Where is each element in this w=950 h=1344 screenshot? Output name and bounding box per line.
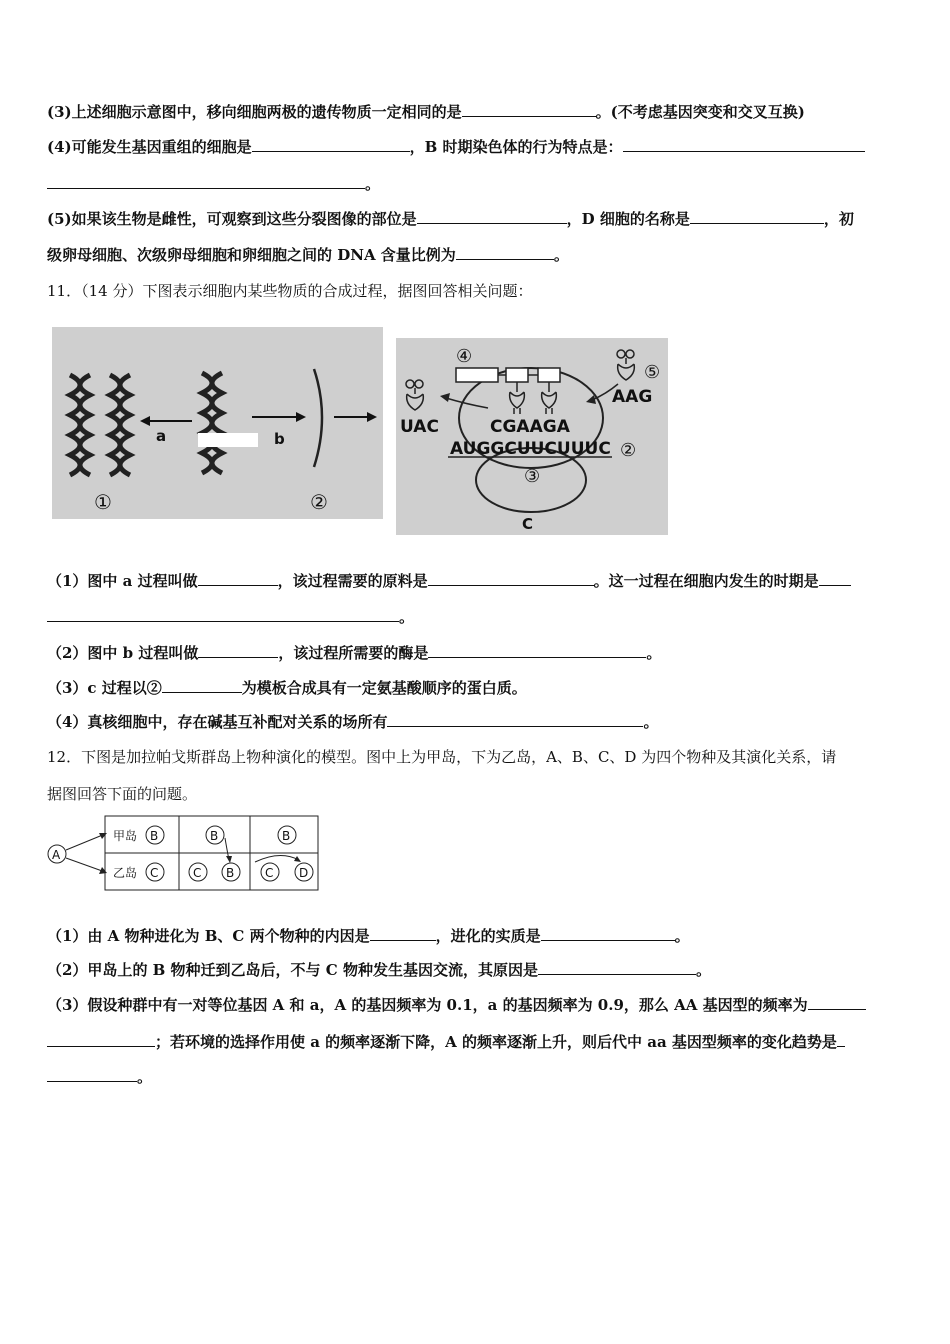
species-c: C bbox=[265, 866, 274, 880]
answer-blank[interactable] bbox=[837, 1032, 845, 1047]
answer-blank[interactable] bbox=[47, 1067, 137, 1082]
q11-part1-line bbox=[47, 571, 906, 591]
translation-figure bbox=[396, 338, 668, 535]
q12-header-2 bbox=[47, 784, 906, 804]
answer-blank[interactable] bbox=[541, 926, 675, 941]
answer-blank[interactable] bbox=[456, 245, 554, 260]
period: 。 bbox=[695, 961, 711, 979]
q10-part5-text-d: 级卵母细胞、次级卵母细胞和卵细胞之间的 DNA 含量比例为 bbox=[47, 246, 456, 264]
answer-blank[interactable] bbox=[417, 209, 567, 224]
species-d: D bbox=[299, 866, 309, 880]
label-5: ⑤ bbox=[644, 362, 661, 383]
period: 。 bbox=[674, 927, 690, 945]
q12-header bbox=[47, 747, 906, 767]
period: 。 bbox=[646, 644, 662, 662]
q10-part5-text: (5)如果该生物是雌性，可观察到这些分裂图像的部位是 bbox=[47, 210, 417, 228]
evolution-figure bbox=[45, 814, 321, 892]
answer-blank[interactable] bbox=[370, 926, 436, 941]
q10-part3-line bbox=[47, 102, 906, 122]
species-b: B bbox=[226, 866, 235, 880]
q12-part3-text: （3）假设种群中有一对等位基因 A 和 a，A 的基因频率为 0.1，a 的基因频率为 0.9，那么 AA 基因型的频率为 bbox=[47, 996, 808, 1014]
period: 。 bbox=[643, 713, 659, 731]
mrna-sequence: AUGGCUUCUUUC bbox=[450, 439, 611, 459]
codon-uac: UAC bbox=[400, 417, 439, 437]
label-2: ② bbox=[620, 440, 637, 461]
q11-part2-text-b: ，该过程所需要的酶是 bbox=[278, 644, 429, 662]
q11-part4-text: （4）真核细胞中，存在碱基互补配对关系的场所有 bbox=[47, 713, 388, 731]
island-jia: 甲岛 bbox=[113, 829, 138, 843]
q11-part2-line bbox=[47, 643, 906, 663]
q12-part3-text-b: ；若环境的选择作用使 a 的频率逐渐下降，A 的频率逐渐上升，则后代中 aa 基因型频率的变化趋势是 bbox=[155, 1033, 837, 1051]
period: 。 bbox=[137, 1068, 153, 1086]
q11-header bbox=[47, 281, 906, 301]
period: 。 bbox=[399, 608, 415, 626]
period: 。 bbox=[553, 246, 569, 264]
q11-title: 11．（14 分）下图表示细胞内某些物质的合成过程，据图回答相关问题： bbox=[47, 282, 533, 300]
answer-blank[interactable] bbox=[538, 960, 696, 975]
answer-blank[interactable] bbox=[819, 571, 851, 586]
answer-blank[interactable] bbox=[252, 137, 410, 152]
label-c: C bbox=[522, 515, 534, 533]
q11-part3-text-b: 为模板合成具有一定氨基酸顺序的蛋白质。 bbox=[241, 679, 527, 697]
species-c: C bbox=[150, 866, 159, 880]
white-smudge bbox=[198, 433, 258, 447]
q10-part5-line bbox=[47, 209, 906, 229]
q10-part5-line2 bbox=[47, 245, 906, 265]
answer-blank[interactable] bbox=[428, 571, 594, 586]
q10-part4-line bbox=[47, 137, 906, 157]
answer-blank[interactable] bbox=[198, 643, 278, 658]
evolution-arrow bbox=[255, 855, 299, 862]
answer-blank[interactable] bbox=[623, 137, 865, 152]
dna-figure bbox=[52, 327, 383, 519]
label-1: ① bbox=[94, 490, 112, 514]
answer-blank[interactable] bbox=[808, 995, 866, 1010]
answer-blank[interactable] bbox=[47, 1032, 155, 1047]
answer-blank[interactable] bbox=[162, 678, 242, 693]
answer-blank[interactable] bbox=[47, 174, 365, 189]
q10-part4-line2 bbox=[47, 174, 906, 194]
answer-blank[interactable] bbox=[428, 643, 646, 658]
q11-part1-text: （1）图中 a 过程叫做 bbox=[47, 572, 198, 590]
species-a: A bbox=[52, 848, 61, 862]
label-a: a bbox=[156, 427, 167, 445]
q10-part4-text-b: ，B 时期染色体的行为特点是： bbox=[409, 138, 623, 156]
q11-part2-text: （2）图中 b 过程叫做 bbox=[47, 644, 199, 662]
amino-acid-block bbox=[506, 368, 528, 382]
answer-blank[interactable] bbox=[462, 102, 596, 117]
species-c: C bbox=[193, 866, 202, 880]
q10-part3-text: (3)上述细胞示意图中，移向细胞两极的遗传物质一定相同的是 bbox=[47, 103, 462, 121]
q12-part1-text: （1）由 A 物种进化为 B、C 两个物种的内因是 bbox=[47, 927, 370, 945]
label-b: b bbox=[274, 430, 285, 448]
species-b: B bbox=[210, 829, 219, 843]
answer-blank[interactable] bbox=[198, 571, 278, 586]
q12-part1-line bbox=[47, 926, 906, 946]
q11-part1-line2 bbox=[47, 607, 906, 627]
q11-part4-line bbox=[47, 712, 906, 732]
q12-title: 12．下图是加拉帕戈斯群岛上物种演化的模型。图中上为甲岛，下为乙岛，A、B、C、D 为四个物种及其演化关系，请 bbox=[47, 748, 837, 766]
island-yi: 乙岛 bbox=[113, 866, 138, 880]
q11-part3-text: （3）c 过程以② bbox=[47, 679, 162, 697]
label-3: ③ bbox=[524, 466, 541, 487]
q12-part1-text-b: ，进化的实质是 bbox=[435, 927, 541, 945]
q11-part3-line bbox=[47, 678, 906, 698]
answer-blank[interactable] bbox=[387, 712, 643, 727]
amino-acid-block bbox=[456, 368, 498, 382]
q10-part4-text: (4)可能发生基因重组的细胞是 bbox=[47, 138, 252, 156]
answer-blank[interactable] bbox=[690, 209, 824, 224]
q12-part3-line2 bbox=[47, 1032, 906, 1052]
q12-part2-text: （2）甲岛上的 B 物种迁到乙岛后，不与 C 物种发生基因交流，其原因是 bbox=[47, 961, 538, 979]
q11-part1-text-c: 。这一过程在细胞内发生的时期是 bbox=[593, 572, 819, 590]
q12-part3-line bbox=[47, 995, 906, 1015]
label-4: ④ bbox=[456, 346, 473, 367]
anticodon-sequence: CGAAGA bbox=[490, 417, 570, 437]
species-b: B bbox=[150, 829, 159, 843]
q12-title-b: 据图回答下面的问题。 bbox=[47, 785, 198, 803]
q10-part3-note: 。(不考虑基因突变和交叉互换) bbox=[595, 103, 805, 121]
q10-part5-text-b: ，D 细胞的名称是 bbox=[566, 210, 690, 228]
amino-acid-block bbox=[538, 368, 560, 382]
answer-blank[interactable] bbox=[47, 607, 399, 622]
period: 。 bbox=[365, 175, 381, 193]
label-2: ② bbox=[310, 490, 328, 514]
species-b: B bbox=[282, 829, 291, 843]
q12-part2-line bbox=[47, 960, 906, 980]
q12-part3-line3 bbox=[47, 1067, 906, 1087]
q10-part5-text-c: ，初 bbox=[823, 210, 854, 228]
q11-part1-text-b: ，该过程需要的原料是 bbox=[277, 572, 428, 590]
codon-aag: AAG bbox=[612, 387, 653, 407]
